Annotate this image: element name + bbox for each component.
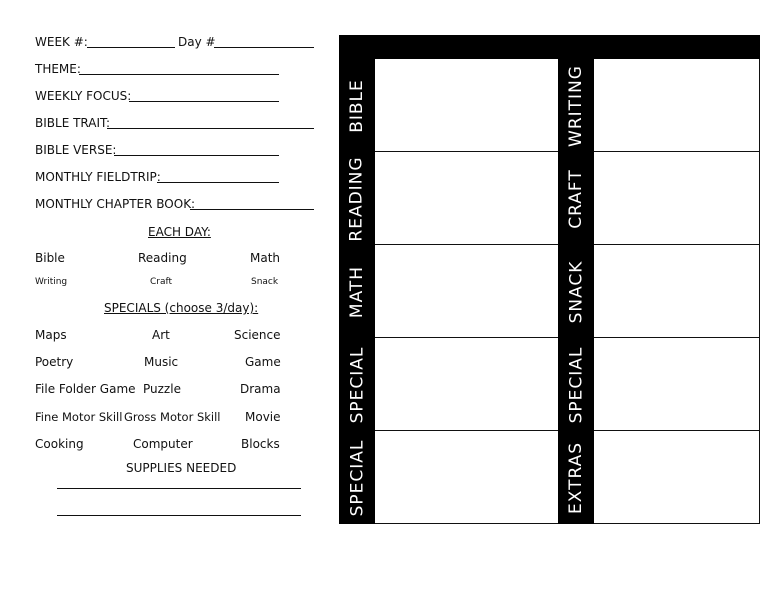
each-day-item: Reading: [138, 251, 187, 265]
row-label-craft: CRAFT: [566, 168, 586, 229]
each-day-item: Snack: [251, 277, 279, 287]
bible-verse-field[interactable]: [114, 155, 279, 156]
planner-cell-special[interactable]: [375, 338, 558, 431]
planner-cell-special[interactable]: [375, 431, 558, 523]
row-label-math: MATH: [347, 265, 367, 318]
planner-cell-extras[interactable]: [594, 431, 759, 523]
special-item: Puzzle: [143, 382, 181, 396]
row-label-reading: READING: [347, 155, 367, 242]
each-day-item: Writing: [35, 277, 68, 287]
special-item: Cooking: [35, 437, 84, 451]
monthly-chapter-book-field[interactable]: [190, 209, 314, 210]
planner-cell-reading[interactable]: [375, 152, 558, 245]
monthly-chapter-book-label: MONTHLY CHAPTER BOOK:: [35, 197, 196, 211]
day-field[interactable]: [214, 47, 314, 48]
planner-cell-special[interactable]: [594, 338, 759, 431]
planner-header-bar: [339, 35, 760, 59]
day-label: Day #: [178, 35, 216, 49]
special-item: Maps: [35, 328, 67, 342]
special-item: Art: [152, 328, 170, 342]
special-item: Music: [144, 355, 179, 369]
bible-verse-label: BIBLE VERSE:: [35, 143, 117, 157]
bible-trait-label: BIBLE TRAIT:: [35, 116, 111, 130]
special-item: File Folder Game: [35, 382, 136, 396]
planner-cell-bible[interactable]: [375, 59, 558, 152]
row-label-snack: SNACK: [566, 260, 587, 323]
weekly-focus-label: WEEKLY FOCUS:: [35, 89, 132, 103]
each-day-item: Bible: [35, 251, 65, 265]
monthly-fieldtrip-label: MONTHLY FIELDTRIP:: [35, 170, 161, 184]
special-item: Fine Motor Skill: [35, 410, 123, 424]
supplies-line[interactable]: [57, 488, 301, 489]
row-label-extras: EXTRAS: [566, 441, 586, 514]
supplies-heading: SUPPLIES NEEDED: [126, 461, 237, 475]
supplies-line[interactable]: [57, 515, 301, 516]
week-field[interactable]: [87, 47, 175, 48]
each-day-item: Craft: [150, 277, 173, 287]
special-item: Game: [245, 355, 281, 369]
monthly-fieldtrip-field[interactable]: [157, 182, 279, 183]
specials-heading: SPECIALS (choose 3/day):: [104, 301, 259, 315]
special-item: Drama: [240, 382, 281, 396]
row-label-special: SPECIAL: [347, 439, 367, 516]
planner-cell-writing[interactable]: [594, 59, 759, 152]
bible-trait-field[interactable]: [107, 128, 314, 129]
planner-cell-craft[interactable]: [594, 152, 759, 245]
theme-field[interactable]: [79, 74, 279, 75]
special-item: Poetry: [35, 355, 74, 369]
planner-cell-snack[interactable]: [594, 245, 759, 338]
weekly-focus-field[interactable]: [129, 101, 279, 102]
theme-label: THEME:: [35, 62, 81, 76]
planner-cell-math[interactable]: [375, 245, 558, 338]
row-label-bible: BIBLE: [347, 78, 367, 133]
special-item: Computer: [133, 437, 193, 451]
special-item: Science: [234, 328, 281, 342]
row-label-special: SPECIAL: [347, 346, 367, 423]
each-day-heading: EACH DAY:: [148, 225, 211, 239]
row-label-special: SPECIAL: [566, 346, 586, 423]
week-label: WEEK #:: [35, 35, 88, 49]
special-item: Blocks: [241, 437, 280, 451]
row-label-writing: WRITING: [566, 64, 586, 147]
each-day-item: Math: [250, 251, 281, 265]
special-item: Movie: [245, 410, 281, 424]
special-item: Gross Motor Skill: [124, 410, 221, 424]
